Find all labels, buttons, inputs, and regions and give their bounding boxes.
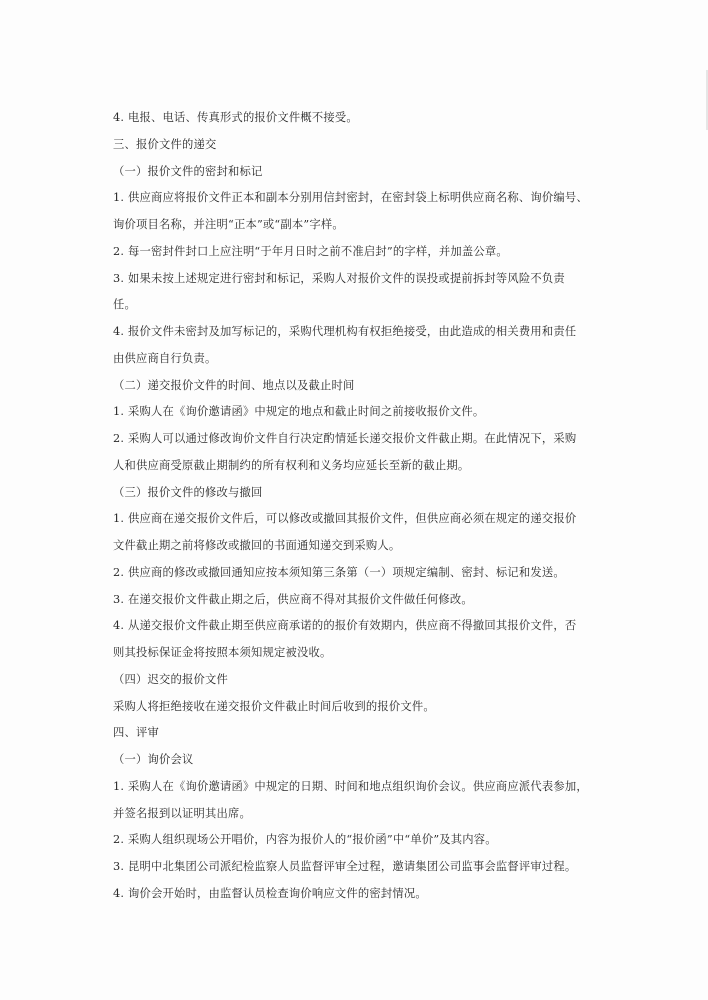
paragraph-line: 1. 供应商应将报价文件正本和副本分别用信封密封，在密封袋上标明供应商名称、询价编号、: [113, 191, 588, 205]
paragraph-line: 4. 报价文件未密封及加写标记的，采购代理机构有权拒绝接受，由此造成的相关费用和责任: [113, 325, 577, 338]
paragraph-line: 1. 采购人在《询价邀请函》中规定的日期、时间和地点组织询价会议。供应商应派代表参加，: [113, 779, 588, 793]
section-heading: 四、评审: [113, 726, 159, 740]
paragraph-line: 3. 在递交报价文件截止期之后，供应商不得对其报价文件做任何修改。: [113, 592, 473, 606]
paragraph-line: 文件截止期之前将修改或撤回的书面通知递交到采购人。: [113, 539, 401, 552]
paragraph-line: 人和供应商受原截止期制约的所有权利和义务均应延长至新的截止期。: [113, 458, 470, 472]
document-body: [113, 105, 603, 908]
paragraph-line: 2. 采购人组织现场公开唱价，内容为报价人的“报价函”中“单价”及其内容。: [113, 833, 497, 847]
subsection-heading: （一）询价会议: [113, 753, 194, 766]
section-heading: 三、报价文件的递交: [113, 137, 217, 151]
paragraph-line: 2. 采购人可以通过修改询价文件自行决定酌情延长递交报价文件截止期。在此情况下，采购: [113, 432, 577, 445]
subsection-heading: （二）递交报价文件的时间、地点以及截止时间: [113, 378, 355, 392]
subsection-heading: （三）报价文件的修改与撤回: [113, 485, 263, 499]
paragraph-line: 3. 如果未按上述规定进行密封和标记，采购人对报价文件的误投或提前拆封等风险不负责: [113, 271, 565, 285]
paragraph-line: 由供应商自行负责。: [113, 351, 217, 365]
subsection-heading: （一）报价文件的密封和标记: [113, 164, 263, 178]
paragraph-line: 1. 采购人在《询价邀请函》中规定的地点和截止时间之前接收报价文件。: [113, 405, 485, 419]
paragraph-line: 1. 供应商在递交报价文件后，可以修改或撤回其报价文件，但供应商必须在规定的递交报价: [113, 512, 577, 526]
paragraph-line: 则其投标保证金将按照本须知规定被没收。: [113, 646, 332, 659]
paragraph-line: 4. 询价会开始时，由监督认员检查询价响应文件的密封情况。: [113, 886, 427, 900]
paragraph-line: 任。: [113, 298, 136, 312]
paragraph-line: 3. 昆明中北集团公司派纪检监察人员监督评审全过程，邀请集团公司监事会监督评审过程。: [113, 860, 577, 873]
paragraph-line: 4. 电报、电话、传真形式的报价文件概不接受。: [113, 111, 358, 124]
paragraph-line: 2. 每一密封件封口上应注明“于年月日时之前不准启封”的字样，并加盖公章。: [113, 244, 508, 258]
paragraph-line: 采购人将拒绝接收在递交报价文件截止时间后收到的报价文件。: [113, 699, 435, 713]
paragraph-line: 询价项目名称，并注明“正本”或“副本”字样。: [113, 218, 344, 231]
paragraph-line: 4. 从递交报价文件截止期至供应商承诺的的报价有效期内，供应商不得撤回其报价文件，否: [113, 619, 577, 633]
paragraph-line: 并签名报到以证明其出席。: [113, 806, 251, 820]
subsection-heading: （四）迟交的报价文件: [113, 672, 228, 686]
paragraph-line: 2. 供应商的修改或撤回通知应按本须知第三条第（一）项规定编制、密封、标记和发送。: [113, 565, 565, 579]
